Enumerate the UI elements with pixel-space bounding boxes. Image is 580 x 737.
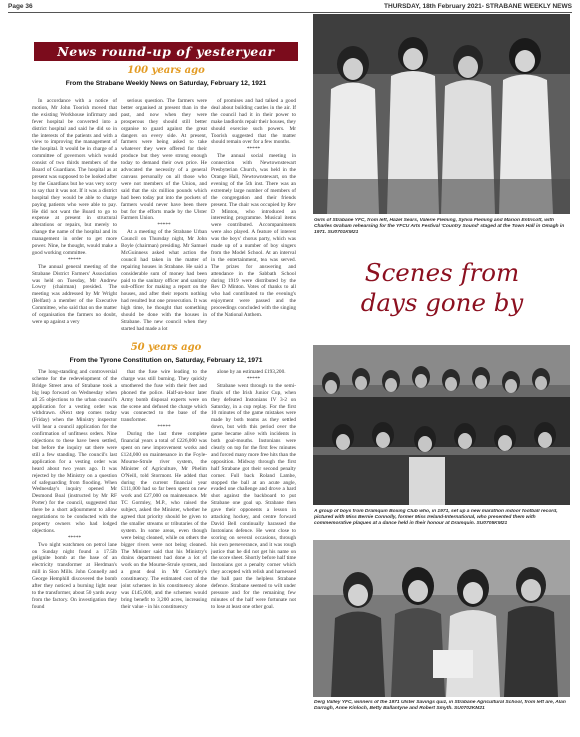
photo-strabane-yfc-girls — [313, 14, 570, 214]
article-paragraph: At a meeting of the Strabane Urban Council on Thursday night, Mr John Boyle (chairman) presiding. Mr Samuel McGuinness asked what action the council had taken in the matter of repairing houses in Strabane. He said a considerable sum of money had been paid to the sanitary officer and sanitary sub-officer for making a report on the houses, and after their reports nothing had resulted but one prosecution. It was high time, he thought that something should be done with the houses in Strabane. The new council when they started had made a lot — [121, 229, 207, 332]
article-column — [211, 98, 296, 346]
photo-dramquin-boxing-club — [313, 345, 570, 505]
article-column — [32, 369, 117, 733]
article-paragraph: that the fuse wire leading to the charge was still burning. They quickly smothered the fuse with their feet and phoned the police. Half-an-hour later Army bomb disposal experts were on the scene and defused the charge which was connected to the base of the transformer. — [121, 369, 207, 424]
photo-caption: Derg Valley YFC, winners of the 1971 Ulster Savings quiz, in Strabane Agricultural School, from left are, Alan Darragh, Anne Kinloch, Betty Ballantyne and Robert Smyth. SU0702KM21 — [314, 700, 566, 712]
page-dateline: THURSDAY, 18th February 2021- STRABANE WEEKLY NEWS — [384, 3, 572, 10]
article-paragraph: alone by an estimated £193,200. — [217, 369, 286, 375]
page-number: Page 36 — [8, 3, 33, 10]
section-divider: ***** — [246, 146, 261, 153]
article-paragraph: of promises and had talked a good deal about building castles in the air. If the council had it in their power to make landlords repair their houses, they should exercise such powers. Mr Toorish suggested that the matter should remain over for a few months. — [211, 98, 296, 146]
article-paragraph: The annual general meeting of the Strabane District Farmers' Association was held on Tuesday, Mr Andrew Lowry (chairman) presided. The meeting was addressed by Mr Wright (Belfast) a member of the Executive Committee, who said that on the matter of organisation the farmers no doubt, were up against a very — [32, 263, 117, 325]
section-divider: ***** — [157, 222, 171, 229]
header-rule — [8, 12, 572, 13]
section-banner: News round-up of yesteryear — [34, 42, 298, 61]
section-title-50: 50 years ago — [130, 342, 202, 353]
section-title-100: 100 years ago — [127, 65, 205, 76]
feature-heading-line: days gone by — [360, 288, 524, 317]
article-paragraph: In accordance with a notice of motion, Mr John Toorish moved that the existing Workhouse infirmary and fever hospital be converted into a district hospital and said he did so in the interests of the patients and with a view to improving the management of the hospital. It would be in charge of a committee of governors which would consist of two thirds members of the Board of Guardians. The hospital as at present was supposed to be looked after by the Guardians but he was very sorry to say that it was not. If it was a district hospital they would be able to charge paying patients who were able to pay. He did not want the Board to go to expense at present in structural alterations or repairs, but merely to change the name of the hospital and its management in order to get more power. Nine, he thought, would make a good working committee. — [32, 98, 117, 256]
feature-heading-line: Scenes from — [364, 258, 520, 287]
article-paragraph: The annual social meeting in connection with Newtownstewart Presbyterian Church, was held in the Orange Hall, Newtownstewart, on the evening of the 5th inst. There was an extremely large number of members of the congregation and their friends present. The chair was occupied by Rev D Minton, who introduced an interesting programme. Musical items were contributed. Accompaniments were also played. A feature of interest was the boys' chorus party, which was made up of a number of boy singers from the Model School. At an interval in the entertainment, tea was served. The prizes for answering and attendance in the Sabbath School during 1919 were distributed by the Rev D Minton. Votes of thanks to all who had contributed to the evening's enjoyment were passed and the proceedings concluded with the singing of the National Anthem. — [211, 153, 296, 319]
section-divider: ***** — [67, 256, 82, 263]
article-column — [121, 369, 207, 733]
page-header — [8, 2, 572, 12]
section-divider: ***** — [246, 375, 261, 382]
article-column — [32, 98, 117, 346]
article-column — [211, 369, 296, 733]
article-paragraph: serious question. The farmers were better organised at present than in the past, and now when they were prosperous they should still better organise to guard against the great dangers on every side. At present, farmers were being asked to take whatever they were offered for their produce but they were strong enough today to demand their own price. He advocated the necessity of a general canvass personally on all those who were not members of the Union, and said that the six million pounds which had been today put into the pockets of farmers would never have been there but for the efforts made by the Ulster Farmers Union. — [121, 98, 207, 222]
article-paragraph: The long-standing and controversial scheme for the redevelopment of the Bridge Street area of Strabane took a big leap forward on Wednesday when all 25 objections to the urban council's application for a vesting order was withdrawn. sNext step comes today (Friday) when the Ministry inspector will hear a council application for the confirmation of unfitness orders. Nine objections to these have been settled, but before the inquiry sat there were still a few standing. The council's last application for a vesting order was heard about two years ago. It was rejected by the Ministry on a question of safeguarding from flooding. When Wednesday's inquiry opened Mr Desmond Boal (instructed by Mr RF Porter) for the council, suggested that there be a short adjournment to allow negotiations to be conducted with the property owners who had lodged objections. — [32, 369, 117, 534]
feature-heading — [315, 258, 569, 318]
section-subtitle-50: From the Tyrone Constitution on, Saturday, February 12, 1971 — [69, 357, 263, 364]
photo-derg-valley-yfc — [313, 540, 570, 697]
section-divider: ***** — [157, 424, 171, 431]
photo-caption: Girls of Strabane YFC, from left, Hazel Sears, Valerie Fleming, Sylvia Fleming and Marion Entricott, with Charles Graham rehearsing for the YFCU Arts Festival 'Country Sound' staged at the Town Hall in Omagh in 1971. SU0701KM21 — [314, 218, 565, 236]
article-paragraph: During the last three complete financial years a total of £226,000 was spent on new improvement works and £124,000 on maintenance in the Foyle-Mourne-Strule river system, the Minister of Agriculture, Mr Phelim O'Neill, told Stormont. He added that during the current financial year £111,000 had so far been spent on new work and £27,000 on maintenance. Mr TC Gormley, M.P., who raised the subject, asked the Minister, whether he agreed that priority should be given to the smaller streams or tributaries of the system. In some areas, even though were being cleaned, while on others the bigger rivers were not being cleaned. The Minister said that his Ministry's drains department had done a lot of work on the Mourne-Strule system, and a great deal in Mr Gormley's constituency. The estimated cost of the joint schemes in his constituency alone was £145,000, and the schemes would bring benefit to 3,200 acres, increasing their value - in his constituency — [121, 431, 207, 610]
article-column — [121, 98, 207, 346]
section-divider: ***** — [67, 534, 82, 541]
article-paragraph: Two night watchmen on petrol lane on Sunday night found a 17.5lb gelignite bomb at the base of an electricity transformer at Herdman's mill in Sion Mills. John Connelly and George Hemphill discovered the bomb after they noticed a burning light near to the transformer, about 50 yards away from the factory. On investigation they found — [32, 541, 117, 610]
photo-caption: A group of boys from Dramquin Boxing Club who, in 1971, set up a new marathon indoor football record, pictured with Miss Bernie Connolly, former Miss Ireland-International, who presented them with commemorative plaques at a dance held in their honour at Dramquin. SU0705KM21 — [314, 509, 558, 527]
article-paragraph: Strabane went through to the semi-finals of the Irish Junior Cup, when they defeated Instonians IV 3-2 on Saturday, in a cup replay. For the first 10 minutes of the game mistakes were made by both teams as they settled down, but with this period over the game became alive with incidents in both goal-mouths. Instonians were clearly on top for the first few minutes and forced many more free hits than the opposition. Midway through the first half Strabane got their second penalty corner. Full back Roland Lambe, stopped the ball at an acute angle, evaded one challenge and drove a hard shot against the backboard to put Strabane one goal up. Strabane then gave their opponents a lesson in attacking hockey, and centre forward David Bell continually harassed the Instonians defence. He went close to scoring on several occasions, through his own perseverance, and it was rough justice that he did not get his name on the score sheet. Shortly before half time Instonians got a penalty corner which they accepted with relish and harnessed the ball past the helpless Strabane defence. Strabane seemed to wilt under pressure and for the remaining few minutes of the half were fortunate not to lose at least one other goal. — [211, 382, 296, 610]
section-subtitle-100: From the Strabane Weekly News on Saturday, February 12, 1921 — [65, 80, 267, 87]
